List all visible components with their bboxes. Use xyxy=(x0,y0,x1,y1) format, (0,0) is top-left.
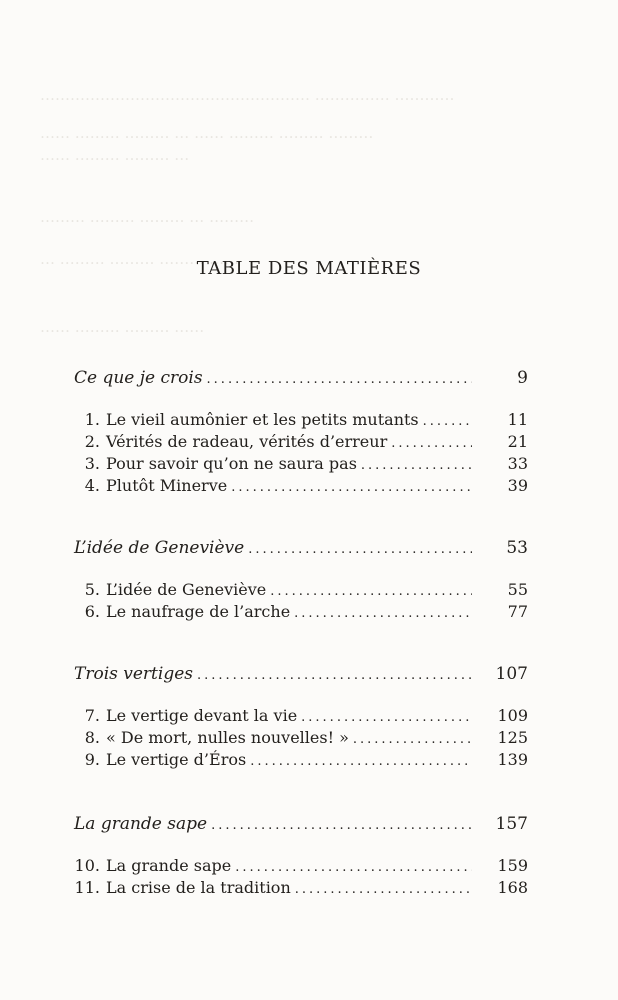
toc-section xyxy=(74,538,528,562)
dot-leader xyxy=(361,458,472,473)
dot-leader xyxy=(301,710,472,725)
page-title: TABLE DES MATIÈRES xyxy=(196,258,422,279)
page-number: 159 xyxy=(497,856,528,875)
chapter-number: 5. xyxy=(84,580,100,599)
toc-chapter xyxy=(74,580,528,604)
dot-leader xyxy=(294,606,472,621)
page-number: 39 xyxy=(507,476,528,495)
chapter-title: Plutôt Minerve xyxy=(106,476,228,495)
chapter-title: La crise de la tradition xyxy=(106,878,291,897)
show-through: …… ……… ……… … …… ……… ……… ……… xyxy=(40,124,374,142)
show-through: …… ……… ……… …… xyxy=(40,318,205,336)
chapter-number: 10. xyxy=(74,856,100,875)
chapter-title: Le vertige d’Éros xyxy=(106,750,247,769)
toc-section xyxy=(74,814,528,838)
page-number: 21 xyxy=(507,432,528,451)
page-number: 9 xyxy=(517,368,528,388)
dot-leader xyxy=(207,372,472,387)
dot-leader xyxy=(248,542,472,557)
toc-chapter xyxy=(74,432,528,456)
dot-leader xyxy=(353,732,472,747)
dot-leader xyxy=(211,818,472,833)
toc-chapter xyxy=(74,728,528,752)
dot-leader xyxy=(270,584,472,599)
page-number: 168 xyxy=(497,878,528,897)
chapter-title: Le vieil aumônier et les petits mutants xyxy=(106,410,419,429)
section-title: L’idée de Geneviève xyxy=(74,538,245,558)
section-title: Trois vertiges xyxy=(74,664,193,684)
toc-chapter xyxy=(74,410,528,434)
show-through: ……… ……… ……… … ……… xyxy=(40,208,255,226)
page-number: 109 xyxy=(497,706,528,725)
dot-leader xyxy=(197,668,472,683)
chapter-number: 9. xyxy=(84,750,100,769)
chapter-title: Pour savoir qu’on ne saura pas xyxy=(106,454,357,473)
toc-chapter xyxy=(74,476,528,500)
toc-chapter xyxy=(74,856,528,880)
chapter-title: Le naufrage de l’arche xyxy=(106,602,291,621)
show-through: ……………………………………………… …………… ………… xyxy=(40,86,455,104)
toc-chapter xyxy=(74,750,528,774)
section-title: La grande sape xyxy=(74,814,208,834)
chapter-title: « De mort, nulles nouvelles! » xyxy=(106,728,349,747)
show-through: …… ……… ……… … xyxy=(40,146,190,164)
page-number: 11 xyxy=(507,410,528,429)
page-number: 139 xyxy=(497,750,528,769)
dot-leader xyxy=(235,860,472,875)
toc-chapter xyxy=(74,602,528,626)
page-number: 125 xyxy=(497,728,528,747)
dot-leader xyxy=(423,414,472,429)
chapter-number: 2. xyxy=(84,432,100,451)
page-number: 157 xyxy=(495,814,528,834)
page-number: 33 xyxy=(507,454,528,473)
chapter-number: 3. xyxy=(84,454,100,473)
page-number: 55 xyxy=(507,580,528,599)
chapter-title: Le vertige devant la vie xyxy=(106,706,298,725)
toc-chapter xyxy=(74,454,528,478)
dot-leader xyxy=(391,436,472,451)
chapter-number: 6. xyxy=(84,602,100,621)
page-number: 77 xyxy=(507,602,528,621)
chapter-title: L’idée de Geneviève xyxy=(106,580,267,599)
dot-leader xyxy=(231,480,472,495)
toc-section xyxy=(74,368,528,392)
toc-chapter xyxy=(74,878,528,902)
dot-leader xyxy=(295,882,472,897)
chapter-title: Vérités de radeau, vérités d’erreur xyxy=(106,432,388,451)
section-title: Ce que je crois xyxy=(74,368,203,388)
page-number: 107 xyxy=(495,664,528,684)
chapter-number: 1. xyxy=(84,410,100,429)
show-through: … ……… ……… ……… …… xyxy=(40,250,240,268)
toc-chapter xyxy=(74,706,528,730)
chapter-title: La grande sape xyxy=(106,856,232,875)
chapter-number: 4. xyxy=(84,476,100,495)
chapter-number: 7. xyxy=(84,706,100,725)
page-number: 53 xyxy=(506,538,528,558)
toc-section xyxy=(74,664,528,688)
dot-leader xyxy=(250,754,472,769)
chapter-number: 8. xyxy=(84,728,100,747)
chapter-number: 11. xyxy=(74,878,100,897)
